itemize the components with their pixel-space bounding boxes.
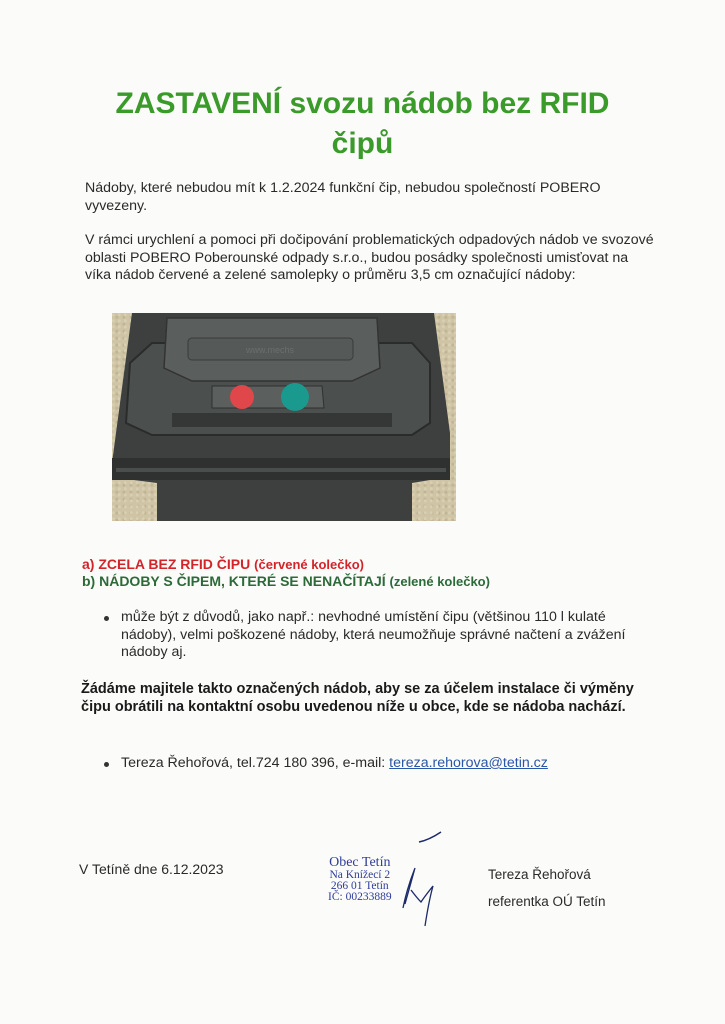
stamp-line-4: IČ: 00233889 [328,891,392,903]
municipality-stamp [328,855,392,903]
contact-text: Tereza Řehořová, tel.724 180 396, e-mail: [121,755,390,771]
signer-name: Tereza Řehořová [488,867,591,882]
bin-lid-photo [112,313,456,521]
option-a-label: a) ZCELA BEZ RFID ČIPU [82,556,251,572]
place-and-date: V Tetíně dne 6.12.2023 [79,861,224,877]
bullet-icon [104,762,109,767]
signer-role: referentka OÚ Tetín [488,894,606,909]
stamp-line-2: Na Knížecí 2 [329,869,391,881]
bullet-icon [104,616,109,621]
intro-paragraph: Nádoby, které nebudou mít k 1.2.2024 funkční čip, nebudou společností POBERO vyvezeny. [85,180,601,214]
owner-request: Žádáme majitele takto označených nádob, aby se za účelem instalace či výměny čipu obrátili na kontaktní osobu uvedenou níže u obce, kde se nádoba nachází. [81,681,634,715]
signer-block [488,861,606,915]
option-b-green-sticker [82,573,490,589]
svg-text:www.mechs: www.mechs [245,345,295,355]
option-b-label: b) NÁDOBY S ČIPEM, KTERÉ SE NENAČÍTAJÍ [82,573,386,589]
page-title [70,84,655,164]
email-link[interactable]: tereza.rehorova@tetin.cz [389,755,548,771]
list-item [100,609,640,662]
reasons-text: může být z důvodů, jako např.: nevhodné umístění čipu (většinou 110 l kulaté nádoby), velmi poškozené nádoby, která neumožňuje správné načtení a zvážení nádoby aj. [121,609,626,660]
title-line-1: ZASTAVENÍ svozu nádob bez RFID [115,87,610,120]
stamp-line-1: Obec Tetín [329,855,391,870]
explanation-paragraph: V rámci urychlení a pomoci při dočipování problematických odpadových nádob ve svozové oblasti POBERO Poberounské odpady s.r.o., budou posádky společnosti umisťovat na víka nádob červené a zelené samolepky o průměru 3,5 cm označující nádoby: [85,232,654,283]
stamp-line-3: 266 01 Tetín [330,880,389,892]
title-line-2: čipů [331,127,394,160]
contact-list [100,755,640,773]
list-item [100,755,640,773]
reasons-list [100,609,640,662]
option-a-note: (červené kolečko) [254,557,364,572]
option-a-red-sticker [82,556,364,572]
signature-icon [385,828,445,928]
option-b-note: (zelené kolečko) [389,574,490,589]
